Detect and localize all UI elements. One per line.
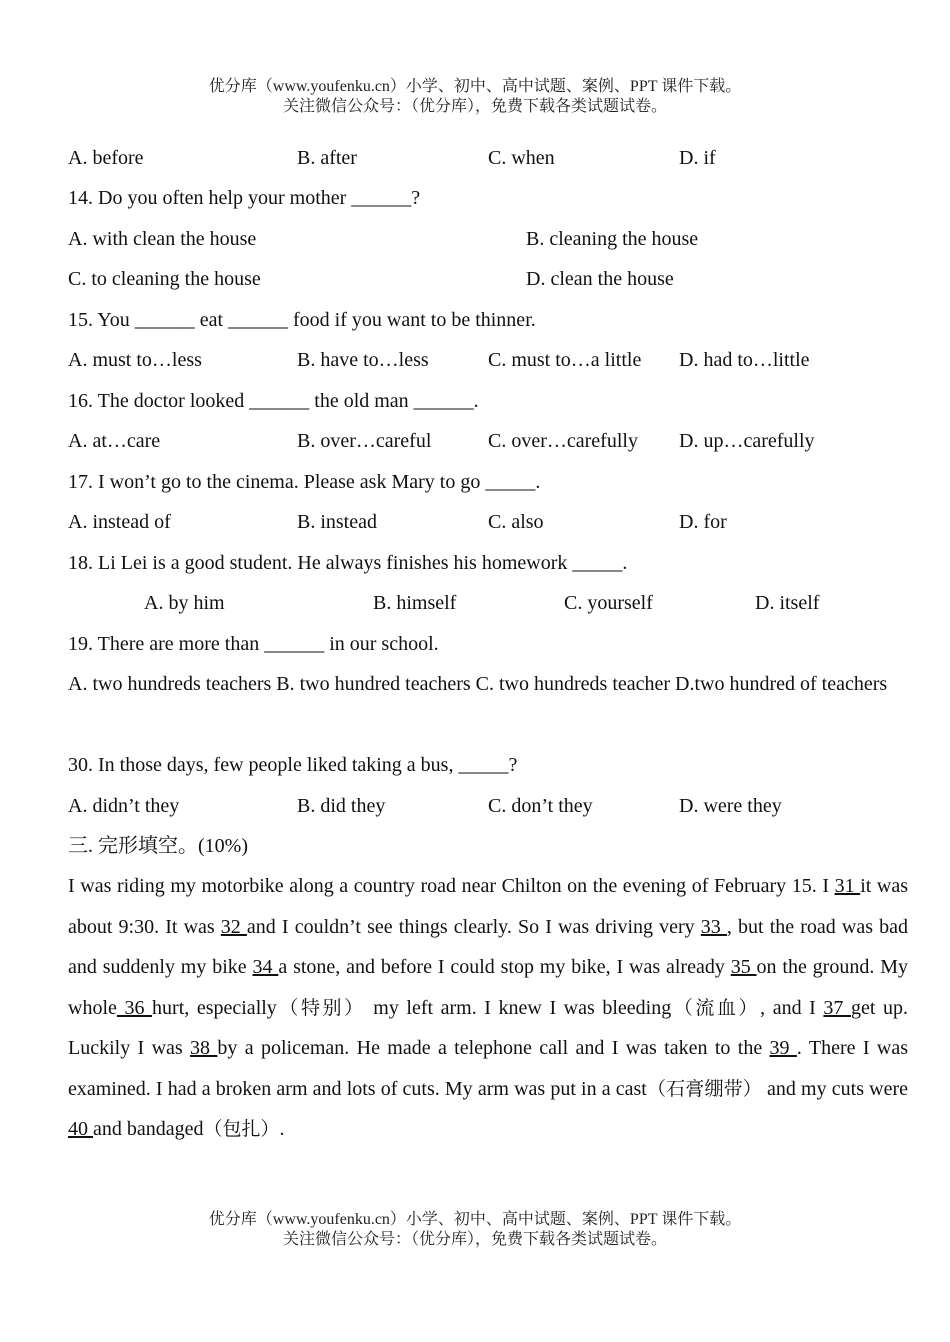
q30-option-d: D. were they [679,795,782,817]
q15-option-a: A. must to…less [68,349,202,371]
gloss-especially: （特别） [276,996,366,1019]
q14-options-row-2 [68,259,908,299]
passage-text: , but the road was bad and suddenly my bike [68,915,909,978]
passage-text: . [279,1118,285,1140]
passage-text: and my cuts were [761,1077,908,1100]
passage-text: hurt, especially [152,996,277,1019]
gloss-cast: （石膏绷带） [646,1077,762,1100]
q14-option-d: D. clean the house [526,268,674,290]
blank-33: 33 [700,915,727,938]
q30-option-b: B. did they [297,795,386,817]
blank-40: 40 [68,1118,93,1140]
q18-option-d: D. itself [755,592,820,614]
gloss-bleeding: （流血） [671,996,761,1019]
blank-37: 37 [823,996,851,1019]
q15-option-d: D. had to…little [679,349,810,371]
cloze-passage [68,866,908,1150]
passage-text: I was riding my motorbike along a country road near Chilton on the evening of February 15. I [68,875,835,897]
passage-text: it was about 9:30. It was [68,875,908,938]
blank-35: 35 [730,956,757,978]
q19-stem: 19. There are more than ______ in our school. [68,633,439,655]
q15-options [68,340,908,380]
page-footer [0,1210,950,1250]
q17-option-c: C. also [488,511,544,533]
q16-stem: 16. The doctor looked ______ the old man ______. [68,390,479,412]
q13-option-d: D. if [679,147,716,169]
blank-31: 31 [834,875,861,897]
q17-option-d: D. for [679,511,727,533]
q18-option-c: C. yourself [564,592,653,614]
q17-option-a: A. instead of [68,511,171,533]
blank-34: 34 [252,956,279,978]
passage-text: by a policeman. He made a telephone call and I was taken to the [217,1037,770,1059]
passage-text: on the ground. My whole [68,956,908,1019]
q18-option-b: B. himself [373,592,457,614]
passage-text: and I couldn’t see things clearly. So I was driving very [246,915,701,938]
blank-32: 32 [220,915,247,938]
passage-text: . There I was examined. I had a broken arm and lots of cuts. My arm was put in a cast [68,1037,908,1100]
q19-options: A. two hundreds teachers B. two hundred teachers C. two hundreds teacher D.two hundred of teachers [68,673,888,695]
q30-option-c: C. don’t they [488,795,593,817]
passage-text: and bandaged [93,1118,204,1140]
header-line-1: 优分库（www.youfenku.cn）小学、初中、高中试题、案例、PPT 课件下载。 [208,78,742,95]
q17-option-b: B. instead [297,511,377,533]
q13-options [68,138,908,178]
q14-stem: 14. Do you often help your mother ______? [68,187,421,209]
q16-option-a: A. at…care [68,430,161,452]
q13-option-b: B. after [297,147,357,169]
passage-text: a stone, and before I could stop my bike, I was already [278,956,731,978]
q14-option-b: B. cleaning the house [526,228,699,250]
q17-options [68,502,908,542]
gloss-bandaged: （包扎） [203,1118,280,1140]
q16-options [68,421,908,461]
q15-stem: 15. You ______ eat ______ food if you want to be thinner. [68,309,536,331]
q17-stem: 17. I won’t go to the cinema. Please ask Mary to go _____. [68,471,541,493]
passage-text: my left arm. I knew I was bleeding [365,996,672,1019]
q13-option-a: A. before [68,147,144,169]
q16-option-b: B. over…careful [297,430,432,452]
header-line-2: 关注微信公众号：（优分库），免费下载各类试题试卷。 [282,98,667,115]
q30-stem: 30. In those days, few people liked taking a bus, _____? [68,754,518,776]
q18-stem: 18. Li Lei is a good student. He always finishes his homework _____. [68,552,628,574]
q15-option-b: B. have to…less [297,349,429,371]
q30-option-a: A. didn’t they [68,795,180,817]
section-3-title: 三. 完形填空。(10%) [68,835,248,857]
q13-option-c: C. when [488,147,555,169]
footer-line-2: 关注微信公众号：（优分库），免费下载各类试题试卷。 [282,1231,667,1248]
q14-option-c: C. to cleaning the house [68,268,261,290]
blank-36: 36 [116,996,153,1019]
blank-39: 39 [769,1037,797,1059]
q16-option-c: C. over…carefully [488,430,638,452]
q30-options [68,786,908,826]
passage-text: get up. Luckily I was [68,996,908,1059]
q14-option-a: A. with clean the house [68,228,257,250]
blank-38: 38 [190,1037,218,1059]
q14-options-row-1 [68,219,908,259]
q16-option-d: D. up…carefully [679,430,815,452]
page-header [0,77,950,117]
q18-option-a: A. by him [144,592,225,614]
footer-line-1: 优分库（www.youfenku.cn）小学、初中、高中试题、案例、PPT 课件下载。 [208,1211,742,1228]
q18-options [68,583,908,623]
q15-option-c: C. must to…a little [488,349,642,371]
passage-text: , and I [760,996,824,1019]
